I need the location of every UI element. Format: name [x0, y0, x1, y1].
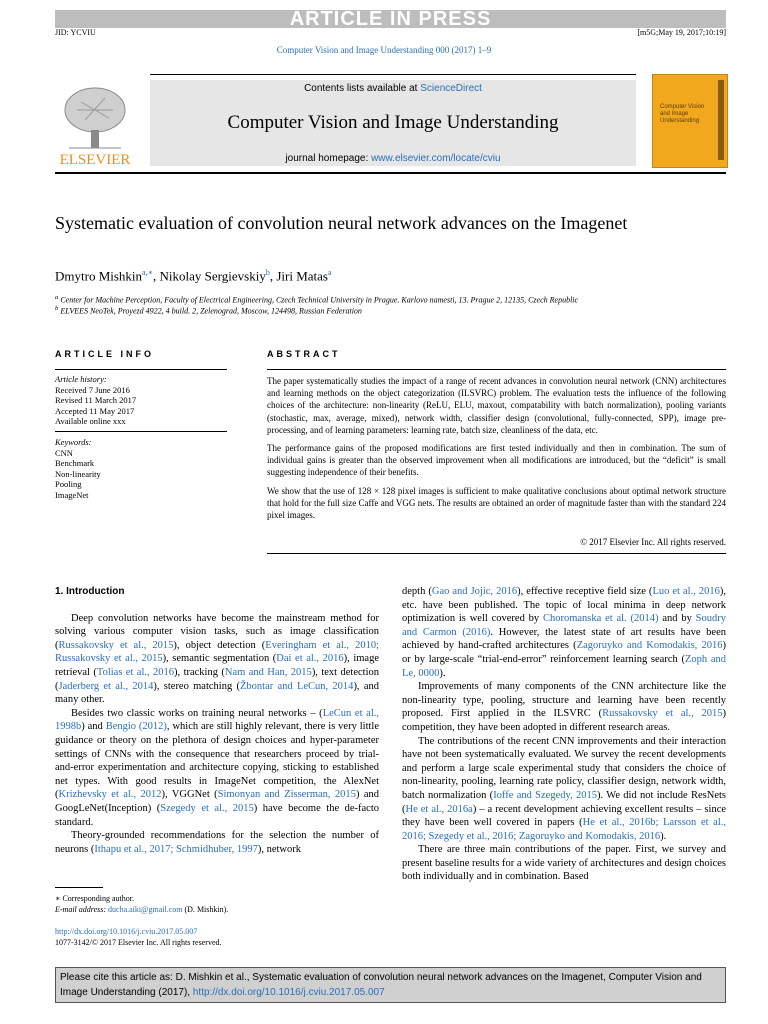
- history-item: Available online xxx: [55, 416, 126, 426]
- intro-col1-paragraphs: [55, 612, 379, 857]
- citation-link[interactable]: Žbontar and LeCun, 2014: [239, 680, 354, 692]
- article-in-press-banner: ARTICLE IN PRESS: [55, 10, 726, 28]
- journal-cover-text: Computer Vision and Image Understanding: [660, 104, 705, 124]
- issn-line: 1077-3142/© 2017 Elsevier Inc. All rights reserved.: [55, 938, 222, 947]
- author-affiliation-mark[interactable]: b: [265, 268, 270, 277]
- footnote: ∗ Corresponding author. E-mail address: ducha.aiki@gmail.com (D. Mishkin).: [55, 893, 385, 915]
- author-name[interactable]: Nikolay Sergievskiy: [159, 268, 266, 284]
- citation-link[interactable]: Luo et al., 2016: [652, 586, 720, 597]
- citation-link[interactable]: Ioffe and Szegedy, 2015: [493, 789, 598, 801]
- journal-title: Computer Vision and Image Understanding: [227, 112, 559, 133]
- citation-link[interactable]: LeCun et al., 1998b: [55, 707, 380, 733]
- citation-link[interactable]: Everingham et al., 2010; Russakovsky et al., 2015: [55, 639, 380, 665]
- article-history: Article history: Received 7 June 2016 Revised 11 March 2017 Accepted 11 May 2017 Available online xxx: [55, 374, 227, 427]
- abstract-rule: [267, 369, 726, 370]
- citation-link[interactable]: Russakovsky et al., 2015: [602, 708, 723, 720]
- affiliation: $^a$ Center for Machine Perception, Faculty of Electrical Engineering, Czech Technical University in Prague. Karlovo namesti, 13. Prague 2, 12135, Czech Republic: [55, 294, 579, 305]
- abstract-heading: ABSTRACT: [267, 349, 341, 359]
- author-name[interactable]: Dmytro Mishkin: [55, 268, 143, 284]
- section-heading: 1. Introduction: [55, 586, 125, 597]
- article-info-divider: [55, 431, 227, 432]
- keyword: Non-linearity: [55, 468, 101, 479]
- affiliation: $^b$ ELVEES NeoTek, Proyezd 4922, 4 build. 2, Zelenograd, Moscow, 124498, Russian Federation: [55, 305, 362, 316]
- body-paragraph: Improvements of many components of the CNN architecture like the non-linearity type, pooling, structure and learning have been recently proposed. First applied in the ILSVRC (Russakovsky et al., 2015) competition, they have been adopted in different research areas.: [402, 681, 726, 733]
- homepage-link[interactable]: www.elsevier.com/locate/cviu: [371, 153, 501, 164]
- citation-link[interactable]: Zoph and Le, 0000: [402, 653, 726, 679]
- elsevier-logo: [55, 80, 135, 166]
- keyword: CNN: [55, 447, 73, 458]
- author-affiliation-mark[interactable]: a,∗: [142, 268, 154, 277]
- history-item: Revised 11 March 2017: [55, 395, 137, 405]
- journal-reference-link[interactable]: Computer Vision and Image Understanding 000 (2017) 1–9: [276, 45, 492, 55]
- paper-title: Systematic evaluation of convolution neural network advances on the Imagenet: [55, 213, 628, 233]
- abstract-paragraph: The paper systematically studies the impact of a range of recent advances in convolution neural network (CNN) architectures and learning methods on the object categorization (ILSVRC) problem. The evaluation tests the influence of the following choices of the architecture: non-linearity (ReLU, ELU, maxout, compatability with batch normalization), pooling variants (stochastic, max, average, mixed), network width, classifier design (convolutional, fully-connected, SPP), image pre-processing, and of learning parameters: learning rate, batch size, cleanliness of the data, etc.: [267, 376, 726, 435]
- citation-link[interactable]: Soudry and Carmon (2016): [402, 613, 726, 638]
- keywords: Keywords: CNN Benchmark Non-linearity Pooling ImageNet: [55, 437, 227, 500]
- sciencedirect-link[interactable]: ScienceDirect: [420, 83, 482, 94]
- abstract-copyright: © 2017 Elsevier Inc. All rights reserved.: [580, 537, 726, 547]
- meta-stamp: [m5G;May 19, 2017;10:19]: [637, 28, 726, 37]
- footnote-rule: [55, 887, 103, 888]
- author-name[interactable]: Jiri Matas: [276, 268, 328, 284]
- author-affiliation-mark[interactable]: a: [327, 268, 332, 277]
- citation-link[interactable]: Nam and Han, 2015: [224, 666, 312, 678]
- body-column-right: [402, 585, 726, 884]
- citation-link[interactable]: Szegedy et al., 2015: [160, 802, 254, 814]
- article-info-rule: [55, 369, 227, 370]
- citation-link[interactable]: Gao and Jojic, 2016: [431, 586, 518, 597]
- header-bottom-rule: [55, 172, 726, 174]
- abstract-body: [267, 375, 726, 527]
- citation-link[interactable]: Bengio (2012): [105, 721, 167, 733]
- contents-line: Contents lists available at ScienceDirect: [304, 83, 482, 94]
- journal-id: JID: YCVIU: [55, 28, 96, 37]
- citation-link[interactable]: Choromanska et al. (2014): [542, 613, 659, 625]
- article-info-heading: ARTICLE INFO: [55, 349, 154, 359]
- body-paragraph: Theory-grounded recommendations for the selection the number of neurons (Ithapu et al., 2017; Schmidhuber, 1997), network: [55, 830, 379, 855]
- body-paragraph: depth (Gao and Jojic, 2016), effective receptive field size (Luo et al., 2016), etc. have been published. The topic of local minima in deep network optimization is well covered by Choromanska et al. (2014) and by Soudry and Carmon (2016). However, the latest state of art results have been achieved by hand-crafted architectures (Zagoruyko and Komodakis, 2016) or by large-scale “trial-end-error” reinforcement learning search (Zoph and Le, 0000).: [402, 586, 727, 679]
- doi-block: [55, 926, 222, 948]
- body-paragraph: Deep convolution networks have become the mainstream method for solving various computer vision tasks, such as image classification (Russakovsky et al., 2015), object detection (Everingham et al., 2010; Russakovsky et al., 2015), semantic segmentation (Dai et al., 2016), image retrieval (Tolias et al., 2016), tracking (Nam and Han, 2015), text detection (Jaderberg et al., 2014), stereo matching (Žbontar and LeCun, 2014), and many other.: [55, 612, 380, 706]
- citation-link[interactable]: Jaderberg et al., 2014: [58, 680, 154, 692]
- keyword: ImageNet: [55, 489, 89, 500]
- history-item: Received 7 June 2016: [55, 384, 130, 395]
- keyword: Benchmark: [55, 458, 95, 468]
- citation-doi-link[interactable]: http://dx.doi.org/10.1016/j.cviu.2017.05.007: [192, 987, 385, 998]
- citation-link[interactable]: Simonyan and Zisserman, 2015: [217, 789, 356, 801]
- header-top-rule: [150, 74, 636, 75]
- corresponding-author-note: ∗ Corresponding author.: [55, 894, 134, 903]
- citation-box: Please cite this article as: D. Mishkin et al., Systematic evaluation of convolution neural network advances on the Imagenet, Computer Vision and Image Understanding (2017), http://dx.doi.org/10.1016/j.cviu.2017.05.007: [55, 967, 726, 1003]
- body-paragraph: There are three main contributions of the paper. First, we survey and present baseline results for a wide variety of architectures and design choices both individually and in combination. Based: [402, 844, 726, 883]
- abstract-end-rule: [267, 553, 726, 554]
- body-paragraph: Besides two classic works on training neural networks – (LeCun et al., 1998b) and Bengio (2012), which are still highly relevant, there is very little guidance or theory on the plethora of design choices and hyper-parameter settings of CNNs with the consequence that researchers proceed by trial-and-error experimentation and architecture copying, sticking to established net types. With good results in ImageNet competition, the AlexNet (Krizhevsky et al., 2012), VGGNet (Simonyan and Zisserman, 2015) and GoogLeNet(Inception) (Szegedy et al., 2015) have become the de-facto standard.: [55, 707, 380, 828]
- keyword: Pooling: [55, 479, 82, 489]
- history-item: Accepted 11 May 2017: [55, 405, 135, 416]
- citation-link[interactable]: He et al., 2016b; Larsson et al., 2016; Szegedy et al., 2016; Zagoruyko and Komodakis, 2016: [402, 817, 726, 842]
- journal-cover-spine: [718, 80, 724, 160]
- citation-link[interactable]: Zagoruyko and Komodakis, 2016: [576, 640, 723, 652]
- citation-link[interactable]: He et al., 2016a: [405, 803, 473, 815]
- citation-link[interactable]: Tolias et al., 2016: [96, 666, 175, 678]
- citation-link[interactable]: Ithapu et al., 2017; Schmidhuber, 1997: [94, 843, 258, 855]
- abstract-paragraph: The performance gains of the proposed modifications are first tested individually and then in combination. The sum of individual gains is greater than the observed improvement when all modifications are introduced, but the “deficit” is small suggesting independence of their benefits.: [267, 443, 726, 478]
- abstract-paragraph: We show that the use of 128 × 128 pixel images is sufficient to make qualitative conclusions about optimal network structure that hold for the full size Caffe and VGG nets. The results are obtained an order of magnitude faster than with the standard 224 pixel images.: [267, 485, 726, 521]
- citation-link[interactable]: Krizhevsky et al., 2012: [58, 789, 162, 801]
- publisher-wordmark: ELSEVIER: [59, 152, 131, 166]
- intro-col2-paragraphs: [402, 585, 726, 884]
- citation-link[interactable]: Dai et al., 2016: [276, 653, 344, 665]
- body-paragraph: The contributions of the recent CNN improvements and their interaction have not been systematically evaluated. We survey the recent developments and perform a large scale experimental study that considers the choice of non-linearity, pooling, learning rate policy, classifier design, network width, batch normalization (Ioffe and Szegedy, 2015). We did not include ResNets (He et al., 2016a) – a recent development achieving excellent results – since they have been well covered in papers (He et al., 2016b; Larsson et al., 2016; Szegedy et al., 2016; Zagoruyko and Komodakis, 2016).: [402, 735, 727, 842]
- journal-homepage: journal homepage: www.elsevier.com/locate/cviu: [285, 153, 501, 164]
- citation-link[interactable]: Russakovsky et al., 2015: [58, 639, 174, 651]
- author-list: Dmytro Mishkin$^{a,∗}$, Nikolay Sergievskiy$^b$, Jiri Matas$^a$: [55, 268, 332, 284]
- body-column-left: [55, 585, 379, 856]
- doi-link[interactable]: http://dx.doi.org/10.1016/j.cviu.2017.05.007: [55, 927, 198, 936]
- email-link[interactable]: ducha.aiki@gmail.com: [108, 905, 183, 914]
